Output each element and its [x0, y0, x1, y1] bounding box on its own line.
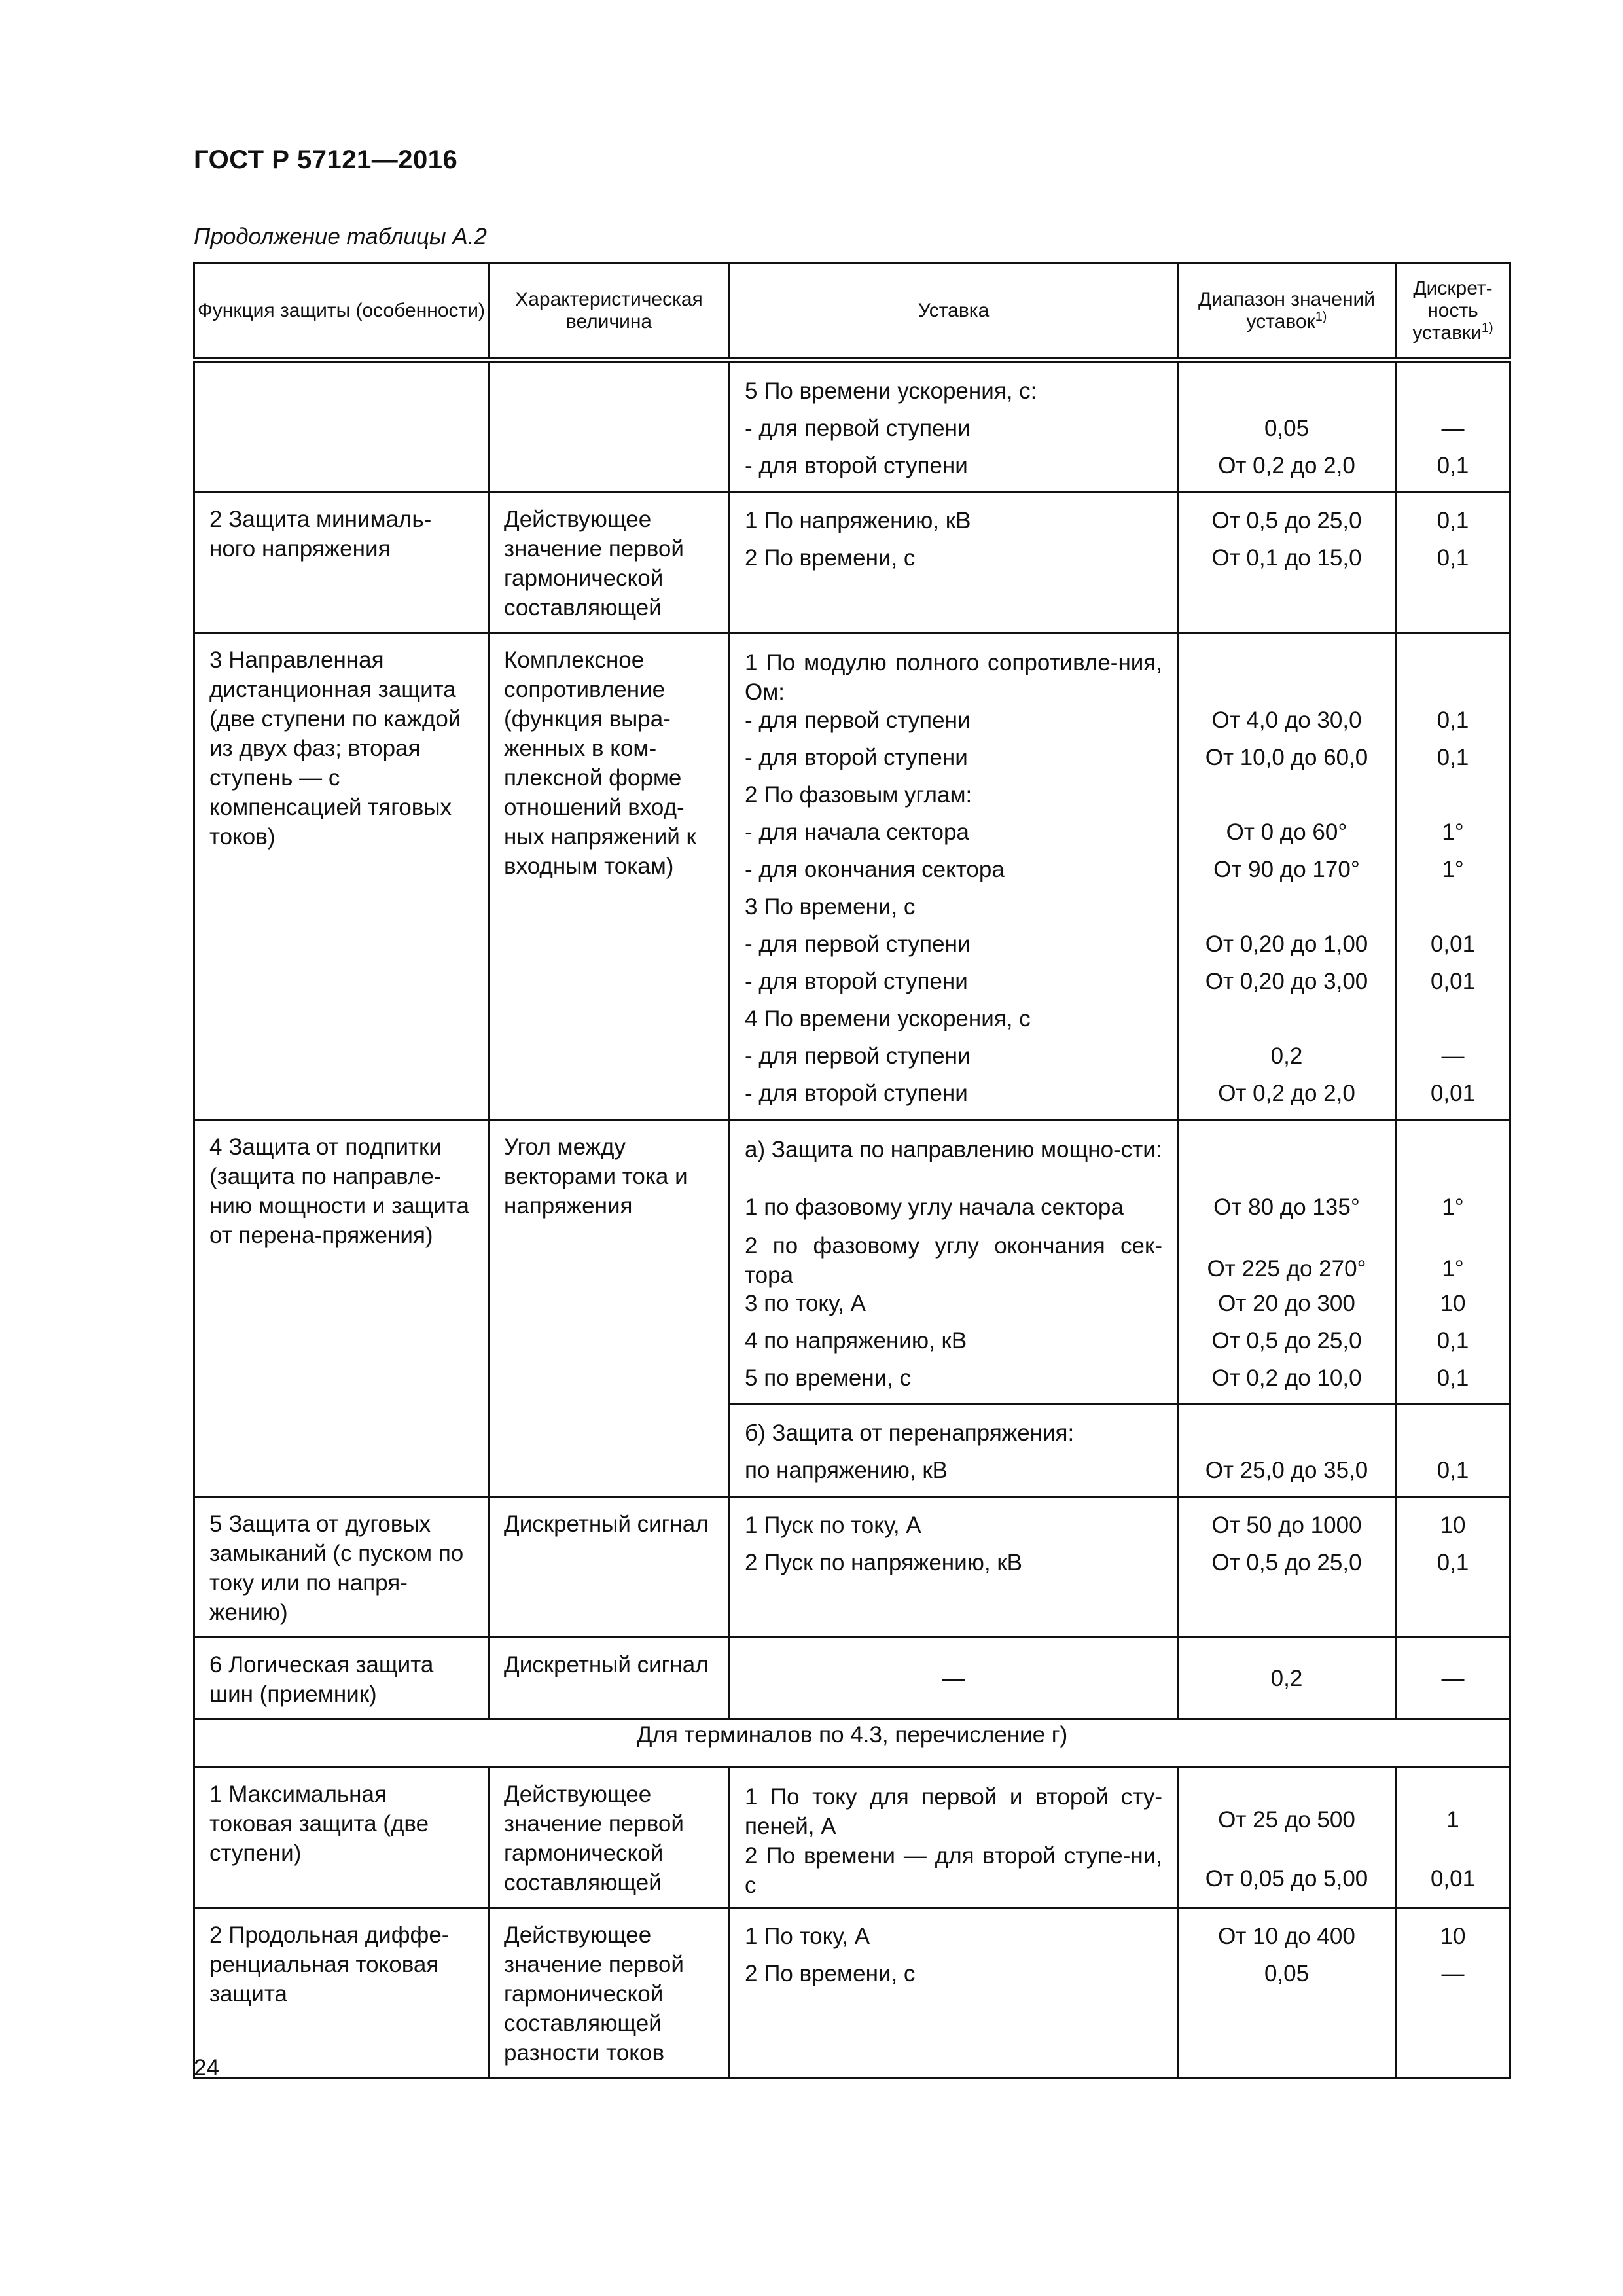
disc-line: [1397, 776, 1509, 814]
range-line: От 90 до 170°: [1213, 857, 1360, 882]
function-text: 4 Защита от подпитки (защита по направле-нию мощности и защита от перена-пряжения): [209, 1134, 470, 1248]
header-characteristic: Характеристическая величина: [489, 263, 730, 361]
disc-lines: [1397, 363, 1509, 491]
cell-characteristic: [489, 1497, 730, 1638]
cell-characteristic: [489, 1767, 730, 1908]
range-line: [1179, 776, 1395, 814]
table-caption: Продолжение таблицы А.2: [194, 224, 487, 249]
function-text: 2 Защита минималь-ного напряжения: [209, 507, 432, 562]
range-line: От 0,5 до 25,0: [1211, 1550, 1362, 1575]
cell-sett: [730, 1120, 1178, 1405]
sett-line: 2 по фазовому углу окончания сек-тора: [745, 1233, 1162, 1288]
sett-line: 3 По времени, с: [745, 894, 916, 920]
cell-function: [194, 1638, 489, 1719]
cell-function: [194, 492, 489, 633]
header-discrete: Дискрет-ность уставки$^{1)}$: [1396, 263, 1510, 361]
sett-line: по напряжению, кВ: [745, 1458, 948, 1483]
range-line: 0,05: [1264, 1961, 1310, 1986]
range-line: [1179, 1414, 1395, 1452]
range-line: [1179, 1130, 1395, 1189]
cell-range: [1178, 633, 1396, 1120]
range-line: От 50 до 1000: [1211, 1513, 1362, 1538]
disc-lines: [1397, 634, 1509, 1119]
cell-range: [1178, 1908, 1396, 2078]
cell-disc: [1396, 492, 1510, 633]
table-row: [194, 1908, 1510, 2078]
disc-line: 0,1: [1436, 745, 1469, 770]
disc-line: 0,1: [1436, 1550, 1469, 1575]
table-row: [194, 361, 1510, 492]
cell-discrete: —: [1396, 1638, 1510, 1719]
cell-sett: [730, 1405, 1178, 1497]
table-row: [194, 1497, 1510, 1638]
sett-line: - для первой ступени: [745, 416, 971, 441]
sett-lines: [730, 634, 1177, 1119]
cell-characteristic: [489, 633, 730, 1120]
disc-line: [1397, 1000, 1509, 1037]
sett-line: б) Защита от перенапряжения:: [745, 1420, 1075, 1446]
document-code: ГОСТ Р 57121—2016: [194, 145, 458, 174]
disc-lines: [1397, 493, 1509, 583]
function-text: 3 Направленная дистанционная защита (две ступени по каждой из двух фаз; вторая ступень — с компенсацией тяговых токов): [209, 647, 461, 850]
disc-line: —: [1441, 1961, 1465, 1986]
sett-line: 1 по фазовому углу начала сектора: [745, 1194, 1124, 1220]
cell-disc: [1396, 1405, 1510, 1497]
characteristic-text: Действующее значение первой гармонической составляющей: [504, 507, 684, 620]
footnote-mark: 1): [1315, 309, 1327, 324]
range-line: От 0,2 до 2,0: [1218, 453, 1355, 478]
cell-characteristic: [489, 1908, 730, 2078]
cell-sett: [730, 633, 1178, 1120]
cell-range: [1178, 1405, 1396, 1497]
range-lines: [1179, 363, 1395, 491]
cell-characteristic: [489, 492, 730, 633]
range-line: От 80 до 135°: [1213, 1194, 1360, 1220]
cell-characteristic: [489, 361, 730, 492]
disc-line: 10: [1440, 1513, 1466, 1538]
disc-line: 0,1: [1436, 453, 1469, 478]
cell-function: [194, 1767, 489, 1908]
function-text: 6 Логическая защита шин (приемник): [209, 1652, 434, 1707]
sett-line: - для второй ступени: [745, 453, 968, 478]
sett-lines: [730, 493, 1177, 583]
range-line: От 0 до 60°: [1226, 819, 1347, 845]
disc-line: 0,01: [1430, 931, 1476, 957]
cell-sett: [730, 1767, 1178, 1908]
range-line: 0,05: [1264, 416, 1310, 441]
range-line: От 0,2 до 2,0: [1218, 1081, 1355, 1106]
range-lines: [1179, 493, 1395, 583]
disc-lines: [1397, 1768, 1509, 1901]
range-lines: [1179, 1405, 1395, 1496]
function-text: 1 Максимальная токовая защита (две ступени): [209, 1782, 429, 1866]
disc-line: [1397, 888, 1509, 925]
range-line: От 0,5 до 25,0: [1211, 508, 1362, 533]
sett-line: 1 По току для первой и второй сту-пеней, А: [745, 1784, 1162, 1839]
cell-sett: [730, 1497, 1178, 1638]
characteristic-text: Действующее значение первой гармонической составляющей: [504, 1782, 684, 1895]
disc-line: 10: [1440, 1924, 1466, 1949]
range-line: От 0,20 до 1,00: [1205, 931, 1368, 957]
range-line: От 0,20 до 3,00: [1205, 969, 1368, 994]
table-body: [194, 361, 1510, 2078]
cell-setting: —: [730, 1638, 1178, 1719]
range-lines: [1179, 1498, 1395, 1588]
cell-characteristic: [489, 1638, 730, 1719]
cell-disc: [1396, 1497, 1510, 1638]
header-range: Диапазон значений уставок$^{1)}$: [1178, 263, 1396, 361]
sett-lines: [730, 363, 1177, 491]
sett-line: 1 Пуск по току, А: [745, 1513, 921, 1538]
sett-line: 2 По времени, с: [745, 1961, 916, 1986]
header-setting: Уставка: [730, 263, 1178, 361]
cell-function: [194, 1908, 489, 2078]
disc-line: 1°: [1442, 857, 1464, 882]
protection-settings-table: [193, 262, 1511, 2079]
cell-disc: [1396, 633, 1510, 1120]
sett-line: - для первой ступени: [745, 708, 971, 733]
disc-line: 1°: [1442, 1194, 1464, 1220]
disc-line: 1°: [1442, 1256, 1464, 1282]
sett-line: - для первой ступени: [745, 1043, 971, 1069]
sett-line: - для окончания сектора: [745, 857, 1005, 882]
range-line: 0,2: [1270, 1043, 1303, 1069]
sett-lines: [730, 1405, 1177, 1496]
cell-sett: [730, 1908, 1178, 2078]
cell-range: [1178, 1767, 1396, 1908]
range-line: От 0,2 до 10,0: [1211, 1365, 1362, 1391]
cell-disc: [1396, 361, 1510, 492]
sett-line: а) Защита по направлению мощно-сти:: [745, 1137, 1162, 1162]
characteristic-text: Угол между векторами тока и напряжения: [504, 1134, 688, 1219]
cell-disc: [1396, 1908, 1510, 2078]
sett-line: 5 По времени ускорения, с:: [745, 378, 1037, 404]
function-text: 5 Защита от дуговых замыканий (с пуском по току или по напря-жению): [209, 1511, 464, 1625]
disc-line: —: [1441, 1043, 1465, 1069]
range-line: От 25 до 500: [1218, 1807, 1355, 1833]
sett-line: 5 по времени, с: [745, 1365, 912, 1391]
disc-line: 1: [1446, 1807, 1459, 1833]
disc-line: 0,1: [1436, 508, 1469, 533]
range-line: [1179, 888, 1395, 925]
sett-line: 3 по току, А: [745, 1291, 866, 1316]
range-lines: [1179, 1909, 1395, 1999]
characteristic-text: Дискретный сигнал: [504, 1652, 709, 1677]
characteristic-text: [490, 363, 728, 384]
range-line: От 10 до 400: [1218, 1924, 1355, 1949]
cell-range: [1178, 492, 1396, 633]
sett-lines: [730, 1121, 1177, 1403]
disc-lines: [1397, 1405, 1509, 1496]
page-number: 24: [194, 2055, 219, 2081]
characteristic-text: Действующее значение первой гармонической составляющей разности токов: [504, 1922, 684, 2066]
disc-line: 1°: [1442, 819, 1464, 845]
cell-range: [1178, 361, 1396, 492]
disc-lines: [1397, 1498, 1509, 1588]
range-line: От 0,5 до 25,0: [1211, 1328, 1362, 1354]
range-line: [1179, 643, 1395, 702]
disc-lines: [1397, 1909, 1509, 1999]
range-lines: [1179, 1121, 1395, 1403]
disc-line: [1397, 1130, 1509, 1189]
disc-line: 0,01: [1430, 1081, 1476, 1106]
sett-line: 2 По времени, с: [745, 545, 916, 571]
table-row: [194, 1767, 1510, 1908]
sett-line: 4 по напряжению, кВ: [745, 1328, 967, 1354]
sett-line: 2 По времени — для второй ступе-ни, с: [745, 1843, 1162, 1898]
cell-range: [1178, 1120, 1396, 1405]
disc-line: 0,1: [1436, 1458, 1469, 1483]
sett-line: 1 По току, А: [745, 1924, 870, 1949]
section-row: [194, 1719, 1510, 1767]
cell-sett: [730, 361, 1178, 492]
disc-line: [1397, 1414, 1509, 1452]
disc-lines: [1397, 1121, 1509, 1403]
disc-line: 0,01: [1430, 969, 1476, 994]
table-row: [194, 492, 1510, 633]
table-row: [194, 1120, 1510, 1405]
disc-line: —: [1441, 416, 1465, 441]
header-function: Функция защиты (особенности): [194, 263, 489, 361]
disc-line: 0,1: [1436, 708, 1469, 733]
range-line: [1179, 372, 1395, 410]
characteristic-text: Комплексное сопротивление (функция выра-женных в ком-плексной форме отношений вход-ных напряжений к входным токам): [504, 647, 696, 879]
disc-line: 0,01: [1430, 1866, 1476, 1892]
cell-function: [194, 361, 489, 492]
sett-line: 1 По модулю полного сопротивле-ния, Ом:: [745, 650, 1162, 705]
sett-line: - для начала сектора: [745, 819, 969, 845]
sett-lines: [730, 1498, 1177, 1588]
disc-line: 0,1: [1436, 1365, 1469, 1391]
range-lines: [1179, 634, 1395, 1119]
table-row: [194, 1638, 1510, 1719]
cell-function: [194, 1120, 489, 1497]
disc-line: 0,1: [1436, 545, 1469, 571]
table-row: [194, 633, 1510, 1120]
range-line: От 10,0 до 60,0: [1205, 745, 1368, 770]
sett-line: 4 По времени ускорения, с: [745, 1006, 1031, 1031]
sett-lines: [730, 1768, 1177, 1901]
disc-line: [1397, 643, 1509, 702]
sett-line: - для второй ступени: [745, 1081, 968, 1106]
range-line: От 225 до 270°: [1207, 1256, 1366, 1282]
table-header-row: [194, 263, 1510, 361]
cell-function: [194, 633, 489, 1120]
cell-disc: [1396, 1767, 1510, 1908]
range-line: От 25,0 до 35,0: [1205, 1458, 1368, 1483]
cell-sett: [730, 492, 1178, 633]
sett-line: - для первой ступени: [745, 931, 971, 957]
function-text: 2 Продольная диффе-ренциальная токовая защита: [209, 1922, 450, 2007]
disc-line: 0,1: [1436, 1328, 1469, 1354]
range-line: От 20 до 300: [1218, 1291, 1355, 1316]
cell-disc: [1396, 1120, 1510, 1405]
characteristic-text: Дискретный сигнал: [504, 1511, 709, 1537]
range-line: От 0,05 до 5,00: [1205, 1866, 1368, 1892]
function-text: [195, 363, 488, 384]
cell-function: [194, 1497, 489, 1638]
disc-line: [1397, 372, 1509, 410]
sett-line: - для второй ступени: [745, 969, 968, 994]
sett-lines: [730, 1909, 1177, 1999]
disc-line: 10: [1440, 1291, 1466, 1316]
cell-characteristic: [489, 1120, 730, 1497]
cell-range: [1178, 1497, 1396, 1638]
sett-line: 2 Пуск по напряжению, кВ: [745, 1550, 1023, 1575]
footnote-mark: 1): [1481, 320, 1493, 335]
range-line: От 4,0 до 30,0: [1211, 708, 1362, 733]
section-heading: Для терминалов по 4.3, перечисление г): [194, 1719, 1510, 1767]
sett-line: 1 По напряжению, кВ: [745, 508, 971, 533]
range-lines: [1179, 1768, 1395, 1901]
range-line: От 0,1 до 15,0: [1211, 545, 1362, 571]
range-line: [1179, 1000, 1395, 1037]
sett-line: 2 По фазовым углам:: [745, 782, 972, 808]
sett-line: - для второй ступени: [745, 745, 968, 770]
cell-range: 0,2: [1178, 1638, 1396, 1719]
